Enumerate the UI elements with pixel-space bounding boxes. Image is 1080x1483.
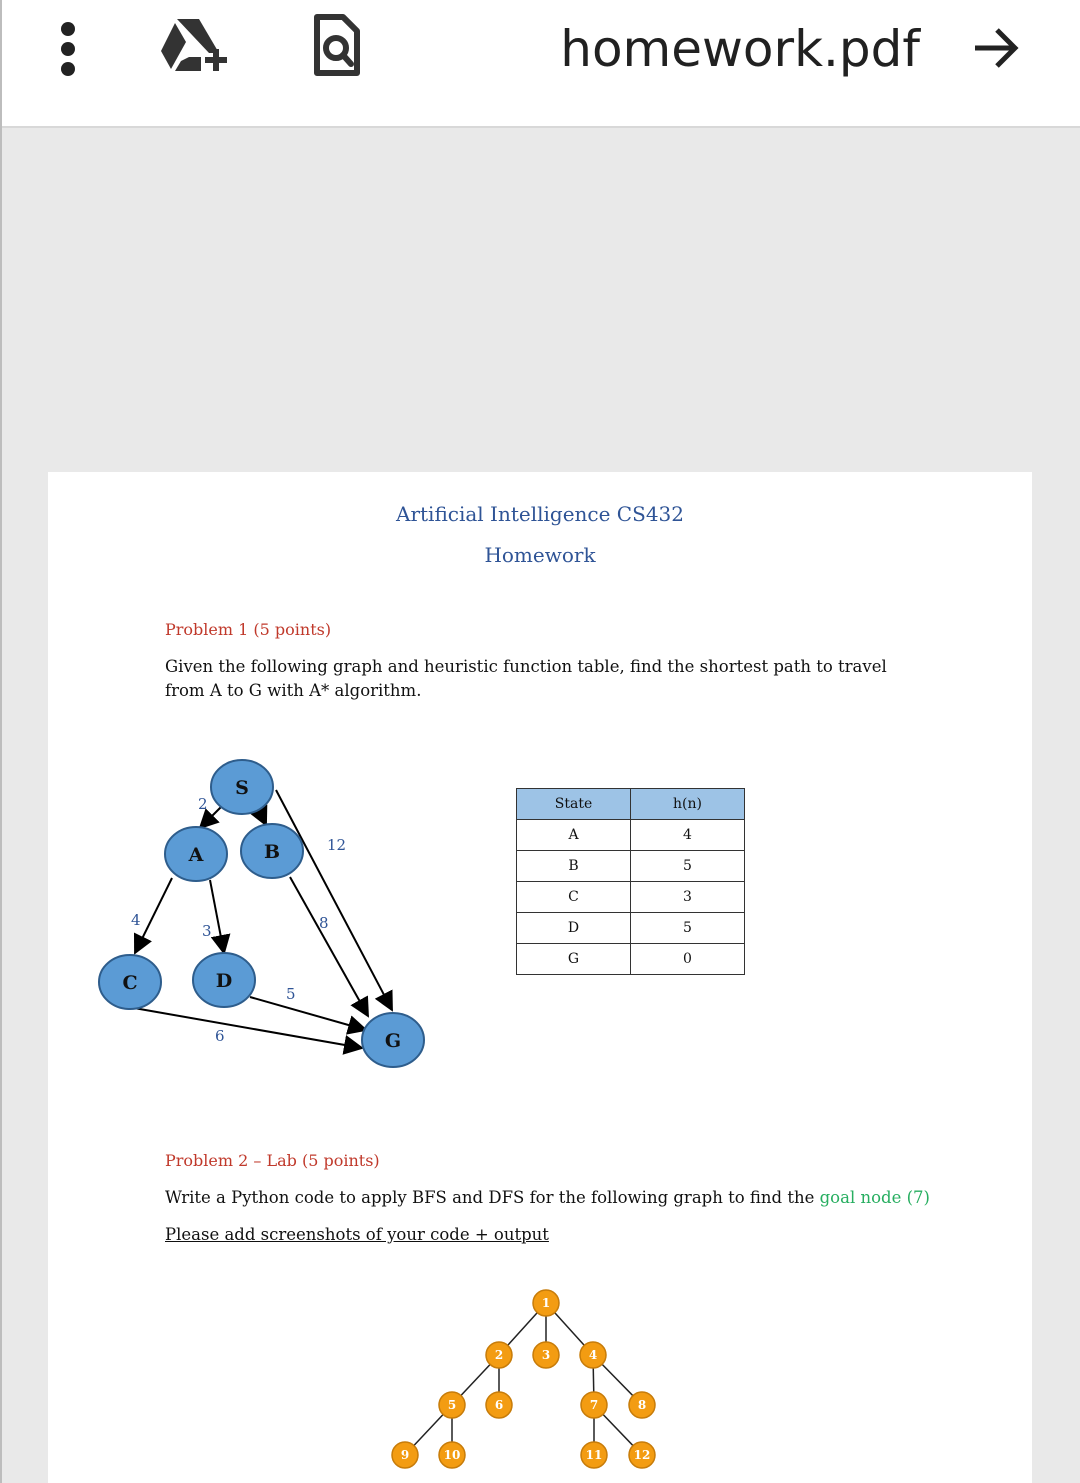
svg-text:11: 11	[585, 1448, 603, 1462]
state-cell: B	[517, 851, 631, 882]
svg-text:8: 8	[637, 1398, 647, 1412]
svg-text:C: C	[122, 972, 138, 994]
svg-text:D: D	[215, 970, 233, 992]
table-row	[517, 944, 745, 975]
edge-B-G	[290, 877, 368, 1016]
table-row	[517, 882, 745, 913]
tree-node-3	[533, 1342, 559, 1368]
tree-node-2	[486, 1342, 512, 1368]
table-row	[517, 913, 745, 944]
svg-text:3: 3	[541, 1348, 551, 1362]
homework-subtitle: Homework	[484, 543, 596, 567]
tree-node-9	[392, 1442, 418, 1468]
table-row	[517, 820, 745, 851]
edge-cost-label: 3	[202, 922, 212, 940]
edge-cost-label: 4	[131, 911, 141, 929]
edge-cost-label: 12	[327, 836, 347, 854]
problem2-text	[165, 1186, 965, 1210]
add-to-drive-icon	[155, 15, 231, 77]
state-cell: D	[517, 913, 631, 944]
table-header: State	[517, 789, 631, 820]
svg-text:B: B	[263, 841, 281, 863]
node-C	[99, 955, 161, 1009]
state-cell: G	[517, 944, 631, 975]
svg-text:12: 12	[633, 1448, 651, 1462]
node-S	[211, 760, 273, 814]
tree-node-10	[439, 1442, 465, 1468]
more-vertical-icon	[58, 20, 78, 76]
table-header: h(n)	[631, 789, 745, 820]
tree-node-8	[629, 1392, 655, 1418]
problem1-text: Given the following graph and heuristic function table, find the shortest path to travel from A to G with A* algorithm.	[165, 657, 887, 700]
bfs-dfs-tree	[378, 1286, 698, 1483]
goal-node-highlight: goal node (7)	[819, 1188, 930, 1207]
node-B	[241, 824, 303, 878]
heuristic-table	[516, 788, 745, 975]
svg-text:6: 6	[494, 1398, 504, 1412]
node-D	[193, 953, 255, 1007]
state-cell: C	[517, 882, 631, 913]
svg-text:9: 9	[400, 1448, 410, 1462]
edge-D-G	[250, 997, 366, 1030]
tree-node-7	[581, 1392, 607, 1418]
svg-text:10: 10	[443, 1448, 461, 1462]
heuristic-cell: 5	[631, 913, 745, 944]
heuristic-cell: 3	[631, 882, 745, 913]
tree-node-1	[533, 1290, 559, 1316]
find-in-document-button[interactable]	[305, 12, 365, 80]
course-title: Artificial Intelligence CS432	[396, 502, 684, 526]
more-options-button[interactable]	[48, 18, 88, 78]
svg-text:G: G	[384, 1030, 402, 1052]
document-title: homework.pdf	[560, 20, 920, 78]
viewer-border	[0, 0, 2, 1483]
edge-C-G	[134, 1008, 362, 1048]
edge-cost-label: 5	[286, 985, 296, 1003]
svg-text:S: S	[235, 777, 249, 799]
pdf-page	[48, 472, 1032, 1483]
edge-A-C	[135, 878, 172, 953]
screenshot-note: Please add screenshots of your code + output	[165, 1225, 549, 1244]
tree-node-11	[581, 1442, 607, 1468]
tree-node-4	[580, 1342, 606, 1368]
svg-text:2: 2	[494, 1348, 504, 1362]
tree-node-5	[439, 1392, 465, 1418]
tree-node-6	[486, 1392, 512, 1418]
table-row	[517, 851, 745, 882]
edge-cost-label: 8	[319, 914, 329, 932]
state-cell: A	[517, 820, 631, 851]
edge-S-G	[276, 790, 392, 1010]
add-to-drive-button[interactable]	[155, 14, 231, 78]
top-toolbar	[0, 0, 1080, 128]
table-header-row	[517, 789, 745, 820]
edge-cost-label: 6	[215, 1027, 225, 1045]
edge-cost-label: 2	[198, 795, 208, 813]
svg-text:5: 5	[447, 1398, 457, 1412]
edge-A-D	[210, 880, 224, 953]
svg-text:4: 4	[588, 1348, 598, 1362]
svg-text:A: A	[188, 844, 204, 866]
node-A	[165, 827, 227, 881]
open-arrow-button[interactable]	[960, 18, 1030, 78]
svg-text:7: 7	[589, 1398, 599, 1412]
search-graph	[48, 742, 498, 1112]
heuristic-cell: 4	[631, 820, 745, 851]
arrow-right-icon	[965, 23, 1025, 73]
problem2-heading: Problem 2 – Lab (5 points)	[165, 1151, 380, 1170]
problem1-heading: Problem 1 (5 points)	[165, 620, 332, 639]
node-G	[362, 1013, 424, 1067]
tree-node-12	[629, 1442, 655, 1468]
heuristic-cell: 5	[631, 851, 745, 882]
svg-text:1: 1	[541, 1296, 551, 1310]
problem2-instruction: Write a Python code to apply BFS and DFS for the following graph to find the	[165, 1188, 820, 1207]
find-in-document-icon	[307, 13, 363, 79]
heuristic-cell: 0	[631, 944, 745, 975]
